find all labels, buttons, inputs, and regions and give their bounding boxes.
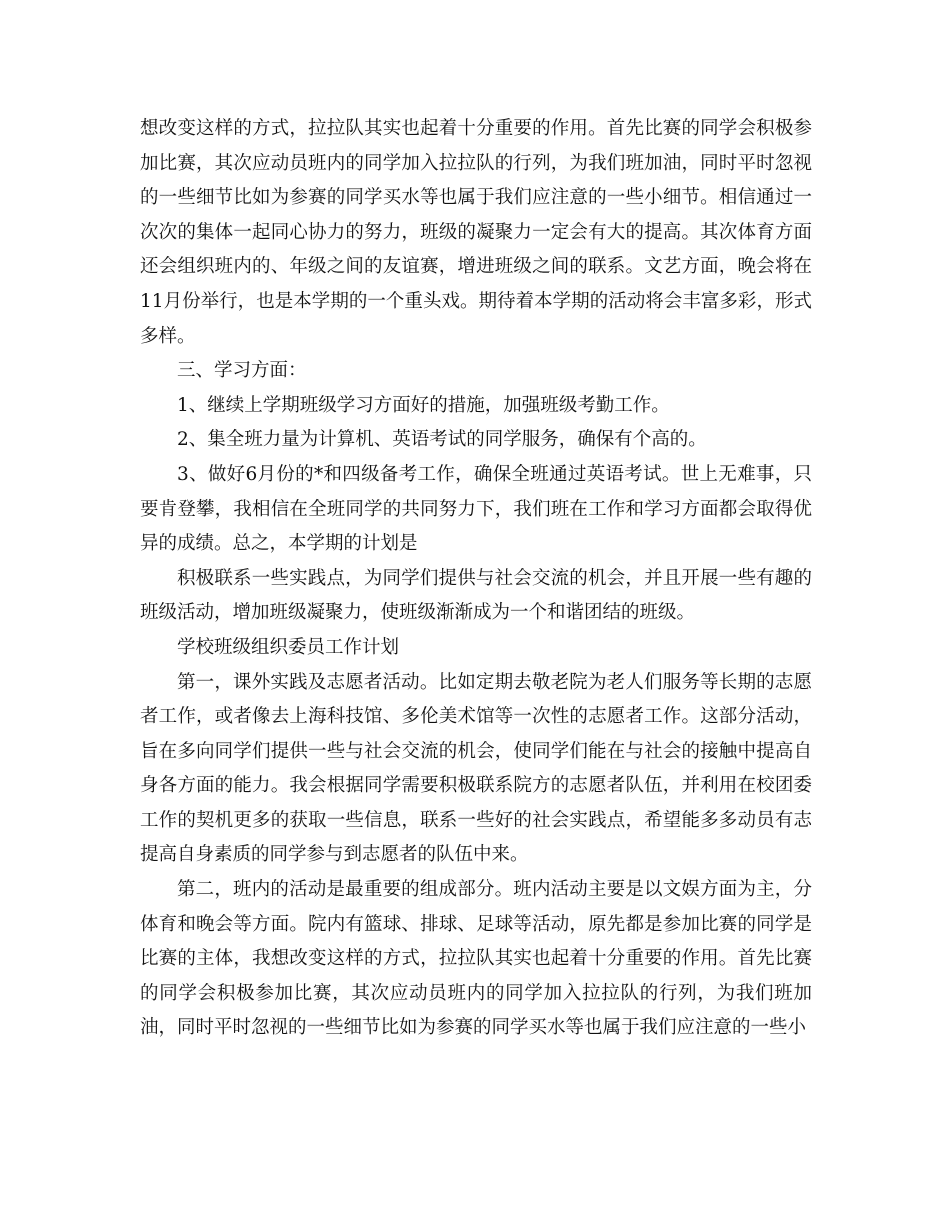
list-item-2: 2、集全班力量为计算机、英语考试的同学服务，确保有个高的。 [177, 429, 707, 451]
paragraph-second-class-activities: 第二，班内的活动是最重要的组成部分。班内活动主要是以文娱方面为主，分体育和晚会等方面。院内有篮球、排球、足球等活动，原先都是参加比赛的同学是比赛的主体，我想改变这样的方式，拉拉队其实也起着十分重要的作用。首先比赛的同学会积极参加比赛，其次应动员班内的同学加入拉拉队的行列，为我们班加油，同时平时忽视的一些细节比如为参赛的同学买水等也属于我们应注意的一些小 [140, 879, 812, 1039]
document-body [140, 112, 812, 1046]
section-heading-study: 三、学习方面： [177, 360, 307, 382]
paragraph-continuation: 想改变这样的方式，拉拉队其实也起着十分重要的作用。首先比赛的同学会积极参加比赛，其次应动员班内的同学加入拉拉队的行列，为我们班加油，同时平时忽视的一些细节比如为参赛的同学买水等也属于我们应注意的一些小细节。相信通过一次次的集体一起同心协力的努力，班级的凝聚力一定会有大的提高。其次体育方面还会组织班内的、年级之间的友谊赛，增进班级之间的联系。文艺方面，晚会将在11月份举行，也是本学期的一个重头戏。期待着本学期的活动将会丰富多彩，形式多样。 [140, 118, 812, 347]
document-subtitle: 学校班级组织委员工作计划 [177, 636, 400, 658]
list-item-3: 3、做好6月份的*和四级备考工作，确保全班通过英语考试。世上无难事，只要肯登攀，我相信在全班同学的共同努力下，我们班在工作和学习方面都会取得优异的成绩。总之，本学期的计划是 [140, 463, 812, 555]
paragraph-first-volunteer: 第一，课外实践及志愿者活动。比如定期去敬老院为老人们服务等长期的志愿者工作，或者像去上海科技馆、多伦美术馆等一次性的志愿者工作。这部分活动，旨在多向同学们提供一些与社会交流的机会，使同学们能在与社会的接触中提高自身各方面的能力。我会根据同学需要积极联系院方的志愿者队伍，并利用在校团委工作的契机更多的获取一些信息，联系一些好的社会实践点，希望能多多动员有志提高自身素质的同学参与到志愿者的队伍中来。 [140, 671, 812, 866]
list-item-1: 1、继续上学期班级学习方面好的措施，加强班级考勤工作。 [177, 394, 670, 416]
paragraph-plan-summary: 积极联系一些实践点，为同学们提供与社会交流的机会，并且开展一些有趣的班级活动，增加班级凝聚力，使班级渐渐成为一个和谐团结的班级。 [140, 567, 812, 624]
